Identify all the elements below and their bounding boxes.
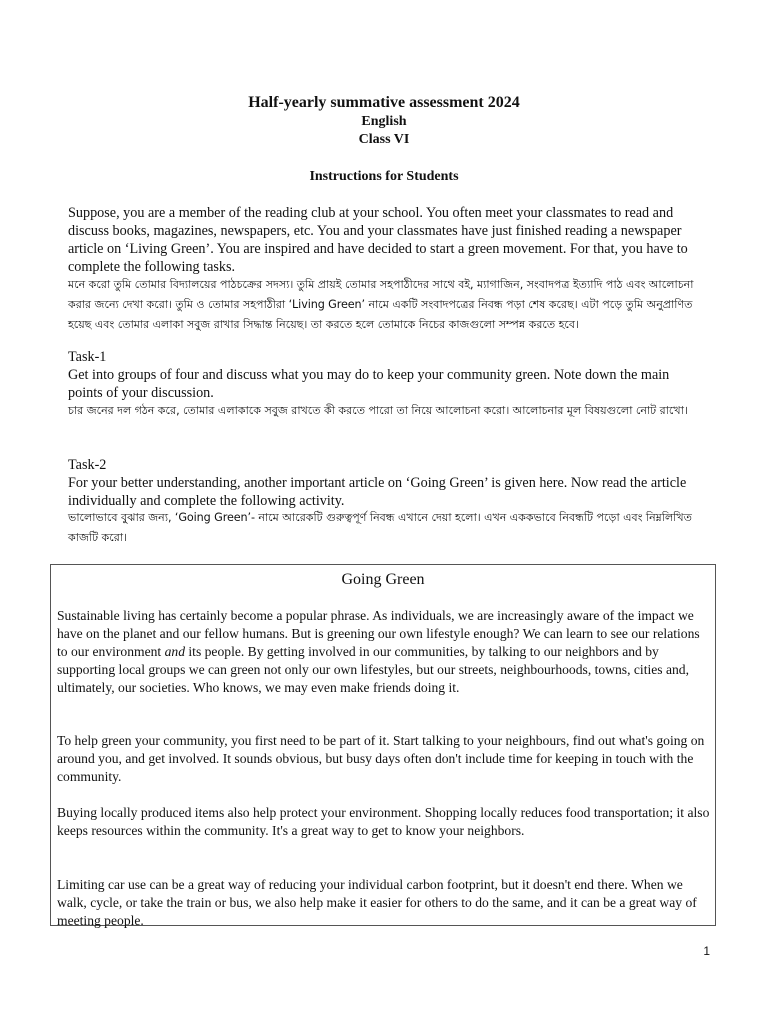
article-paragraph-4: Limiting car use can be a great way of reducing your individual carbon footprint, but it doesn't end there. When we walk, cycle, or take the train or bus, we also help make it easier for others to do the same, and it can be a great way of meeting people. — [57, 877, 697, 928]
article-paragraph-1 — [57, 607, 711, 697]
intro-bangla-paragraph: মনে করো তুমি তোমার বিদ্যালয়ের পাঠচক্রের সদস্য। তুমি প্রায়ই তোমার সহপাঠীদের সাথে বই, ম্যাগাজিন, সংবাদপত্র ইত্যাদি পাঠ এবং আলোচনা করার জন্যে দেখা করো। তুমি ও তোমার সহপাঠীরা ‘Living Green’ নামে একটি সংবাদপত্রের নিবন্ধ পড়া শেষ করেছ। এটা পড়ে তুমি অনুপ্রাণিত হয়েছ এবং তোমার এলাকা সবুজ রাখার সিদ্ধান্ত নিয়েছ। তা করতে হলে তোমাকে নিচের কাজগুলো সম্পন্ন করতে হবে। — [68, 278, 694, 331]
article-paragraph-3: Buying locally produced items also help protect your environment. Shopping locally reduces food transportation; it also keeps resources within the community. It's a great way to get to know your neighbors. — [57, 805, 710, 838]
page-number: 1 — [703, 944, 710, 958]
document-title: Half-yearly summative assessment 2024 — [248, 94, 520, 111]
article-paragraph-1-end: its people. By getting involved in our communities, by talking to our neighbors and by supporting local groups we can green not only our own lifestyles, but our streets, neighbourhoods, towns, cities and, ultimately, our societies. Who knows, we may even make friends doing it. — [57, 644, 689, 695]
task2-bangla-paragraph: ভালোভাবে বুঝার জন্য, ‘Going Green’- নামে আরেকটি গুরুত্বপূর্ণ নিবন্ধ এখানে দেয়া হলো। এখন এককভাবে নিবন্ধটি পড়ো এবং নিম্নলিখিত কাজটি করো। — [68, 511, 692, 544]
class-heading: Class VI — [358, 132, 410, 147]
task2-label: Task-2 — [68, 457, 107, 473]
instructions-heading: Instructions for Students — [309, 169, 459, 184]
article-paragraph-2: To help green your community, you first need to be part of it. Start talking to your neighbours, find out what's going on around you, and get involved. It sounds obvious, but busy days often don't include time for keeping in touch with the community. — [57, 733, 705, 784]
article-title: Going Green — [341, 571, 425, 588]
task1-label: Task-1 — [68, 349, 107, 365]
article-paragraph-1-start: Sustainable living has certainly become a popular phrase. As individuals, we are increasingly aware of the impact we have on the planet and our fellow humans. But is greening our own lifestyle enough? We can learn to see our relations to our environment — [57, 608, 700, 659]
article-paragraph-1-emphasis: and — [164, 644, 185, 659]
subject-heading: English — [361, 114, 407, 129]
intro-english-paragraph: Suppose, you are a member of the reading club at your school. You often meet your classmates to read and discuss books, magazines, newspapers, etc. You and your classmates have just finished reading a newspaper article on ‘Living Green’. You are inspired and have decided to start a green movement. For that, you have to complete the following tasks. — [68, 205, 688, 275]
task1-english-paragraph: Get into groups of four and discuss what you may do to keep your community green. Note down the main points of your discussion. — [68, 367, 670, 401]
task2-english-paragraph: For your better understanding, another important article on ‘Going Green’ is given here. Now read the article individually and complete the following activity. — [68, 475, 687, 509]
task1-bangla-paragraph: চার জনের দল গঠন করে, তোমার এলাকাকে সবুজ রাখতে কী করতে পারো তা নিয়ে আলোচনা করো। আলোচনার মূল বিষয়গুলো নোট রাখো। — [68, 404, 688, 417]
